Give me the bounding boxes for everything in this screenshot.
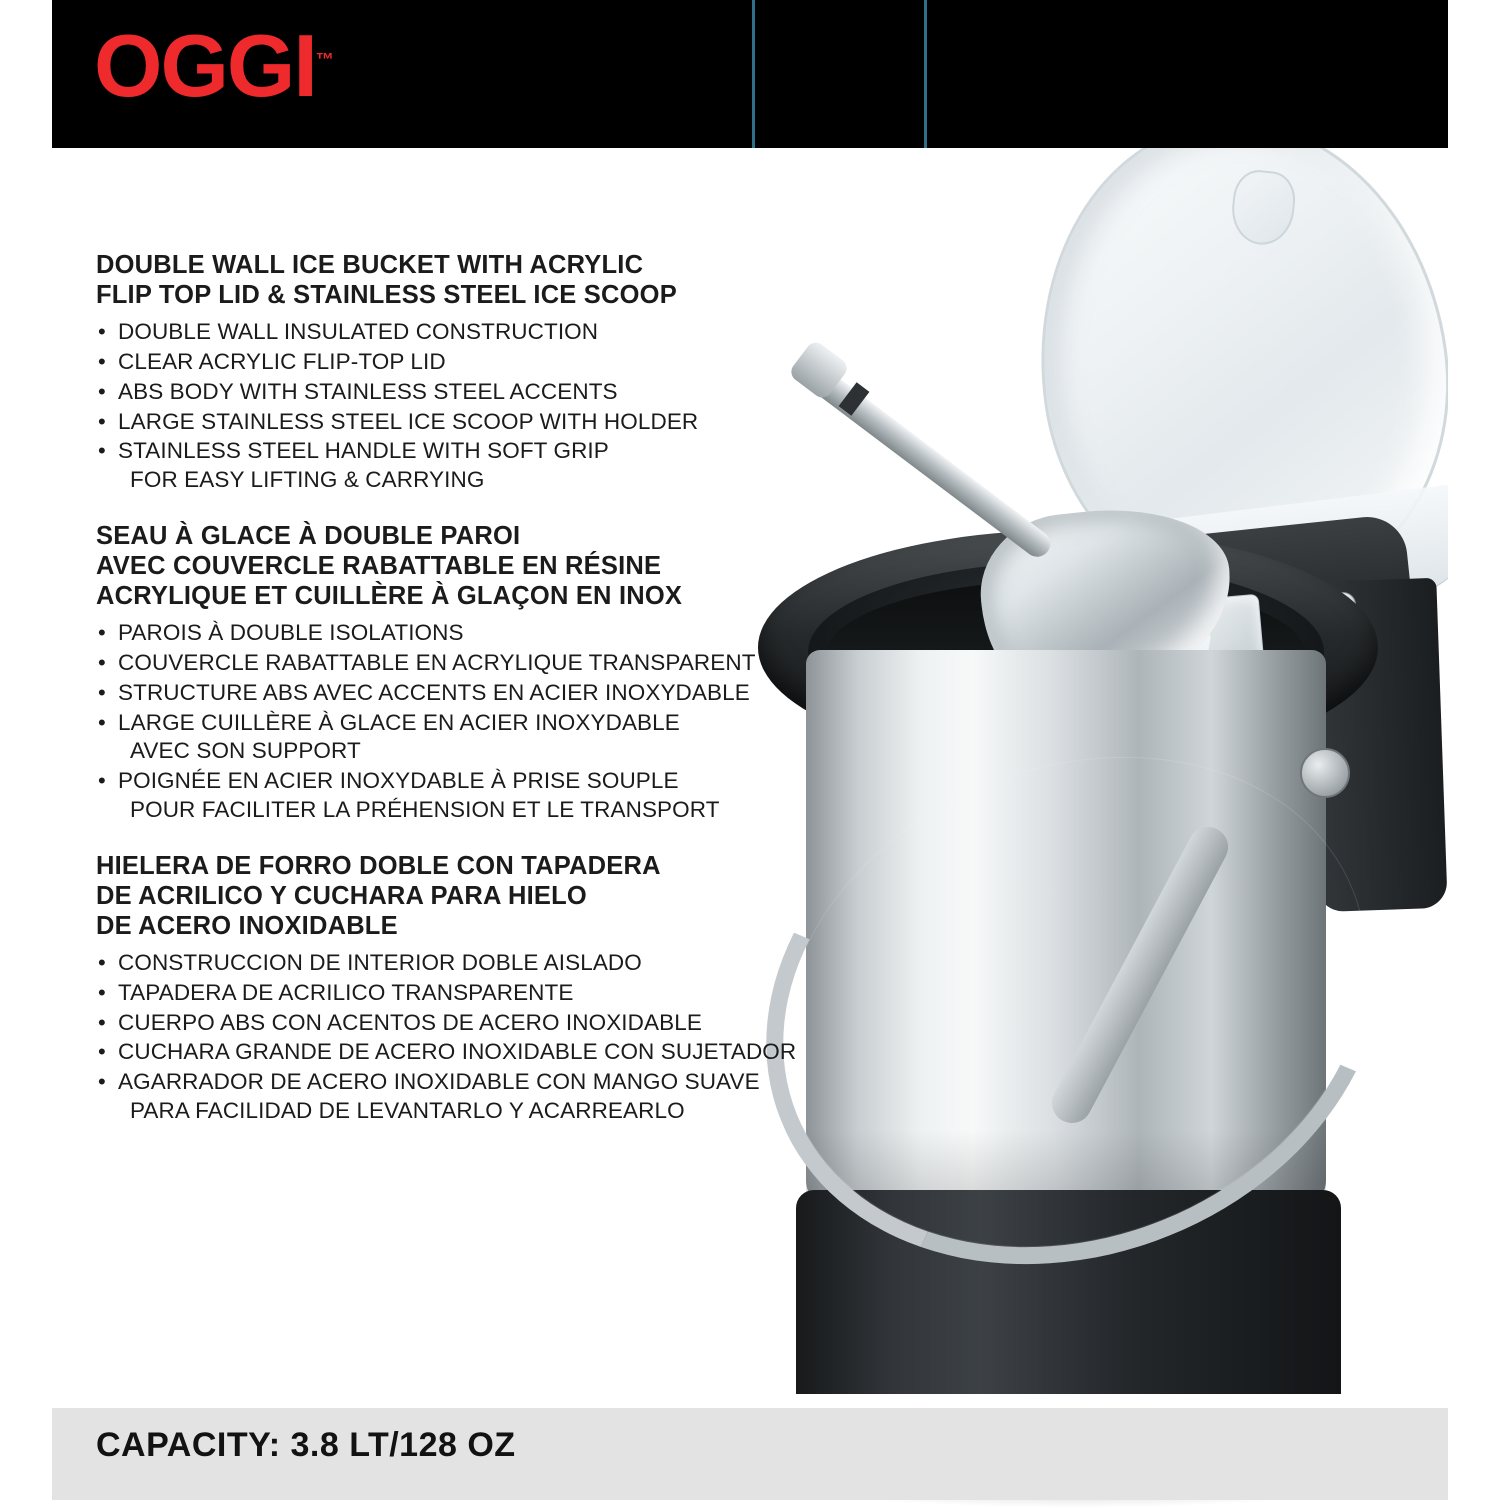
feature-text: COUVERCLE RABATTABLE EN ACRYLIQUE TRANSPARENT bbox=[118, 649, 756, 675]
section-title-line: DE ACRILICO Y CUCHARA PARA HIELO bbox=[96, 881, 587, 910]
feature-text: CONSTRUCCION DE INTERIOR DOBLE AISLADO bbox=[118, 949, 642, 975]
section-title bbox=[96, 851, 816, 941]
list-item bbox=[96, 318, 816, 347]
capacity-band bbox=[52, 1408, 1448, 1500]
section-title bbox=[96, 521, 816, 611]
feature-list bbox=[96, 949, 816, 1126]
list-item bbox=[96, 649, 816, 678]
feature-text: STAINLESS STEEL HANDLE WITH SOFT GRIP bbox=[118, 438, 609, 464]
feature-text: CLEAR ACRYLIC FLIP-TOP LID bbox=[118, 348, 446, 374]
list-item bbox=[96, 408, 816, 437]
feature-text: ABS BODY WITH STAINLESS STEEL ACCENTS bbox=[118, 378, 618, 404]
page-gutter-right bbox=[1448, 0, 1500, 1500]
list-item bbox=[96, 1068, 816, 1126]
bucket-handle-mount bbox=[1300, 748, 1350, 798]
feature-text-continuation: POUR FACILITER LA PRÉHENSION ET LE TRANSPORT bbox=[130, 796, 720, 822]
section-title-line: AVEC COUVERCLE RABATTABLE EN RÉSINE bbox=[96, 552, 662, 581]
list-item bbox=[96, 709, 816, 767]
section-title-line: SEAU À GLACE À DOUBLE PAROI bbox=[96, 521, 521, 550]
feature-text: CUERPO ABS CON ACENTOS DE ACERO INOXIDABLE bbox=[118, 1009, 702, 1035]
feature-text: AGARRADOR DE ACERO INOXIDABLE CON MANGO SUAVE bbox=[118, 1069, 760, 1095]
page-gutter-left bbox=[0, 0, 52, 1500]
trademark-symbol: ™ bbox=[315, 49, 334, 70]
header-rule-2 bbox=[924, 0, 927, 148]
list-item bbox=[96, 679, 816, 708]
ice-scoop-handle bbox=[800, 361, 1055, 562]
section-title-line: ACRYLIQUE ET CUILLÈRE À GLAÇON EN INOX bbox=[96, 582, 683, 611]
product-photo bbox=[700, 110, 1490, 1410]
footer-divider bbox=[52, 1394, 1448, 1408]
header-rule-1 bbox=[752, 0, 755, 148]
feature-text: POIGNÉE EN ACIER INOXYDABLE À PRISE SOUPLE bbox=[118, 768, 679, 794]
list-item bbox=[96, 619, 816, 648]
header-bar bbox=[52, 0, 1448, 148]
feature-text-continuation: PARA FACILIDAD DE LEVANTARLO Y ACARREARLO bbox=[130, 1097, 685, 1123]
feature-text: PAROIS À DOUBLE ISOLATIONS bbox=[118, 620, 464, 646]
feature-text: LARGE CUILLÈRE À GLACE EN ACIER INOXYDABLE bbox=[118, 709, 680, 735]
section-title-line: HIELERA DE FORRO DOBLE CON TAPADERA bbox=[96, 851, 661, 880]
capacity-label: CAPACITY: 3.8 LT/128 OZ bbox=[96, 1426, 516, 1464]
section-title bbox=[96, 250, 816, 310]
feature-text: CUCHARA GRANDE DE ACERO INOXIDABLE CON SUJETADOR bbox=[118, 1039, 797, 1065]
list-item bbox=[96, 1038, 816, 1067]
list-item bbox=[96, 949, 816, 978]
feature-text-continuation: FOR EASY LIFTING & CARRYING bbox=[130, 467, 485, 493]
list-item bbox=[96, 348, 816, 377]
list-item bbox=[96, 767, 816, 825]
list-item bbox=[96, 979, 816, 1008]
section-title-line: DOUBLE WALL ICE BUCKET WITH ACRYLIC bbox=[96, 251, 644, 279]
feature-text: TAPADERA DE ACRILICO TRANSPARENTE bbox=[118, 979, 574, 1005]
feature-text-column bbox=[96, 250, 816, 1152]
section-french bbox=[96, 521, 816, 825]
section-title-line: FLIP TOP LID & STAINLESS STEEL ICE SCOOP bbox=[96, 281, 677, 310]
list-item bbox=[96, 1009, 816, 1038]
feature-text: DOUBLE WALL INSULATED CONSTRUCTION bbox=[118, 319, 599, 345]
feature-list bbox=[96, 318, 816, 495]
list-item bbox=[96, 378, 816, 407]
brand-logo bbox=[94, 16, 334, 115]
section-title-line: DE ACERO INOXIDABLE bbox=[96, 911, 398, 940]
section-spanish bbox=[96, 851, 816, 1126]
section-english bbox=[96, 250, 816, 495]
feature-text: STRUCTURE ABS AVEC ACCENTS EN ACIER INOXYDABLE bbox=[118, 679, 750, 705]
lid-knob bbox=[1229, 168, 1298, 248]
list-item bbox=[96, 437, 816, 495]
brand-logo-text: OGGI bbox=[94, 16, 316, 115]
feature-list bbox=[96, 619, 816, 825]
feature-text: LARGE STAINLESS STEEL ICE SCOOP WITH HOLDER bbox=[118, 408, 699, 434]
feature-text-continuation: AVEC SON SUPPORT bbox=[130, 738, 361, 764]
